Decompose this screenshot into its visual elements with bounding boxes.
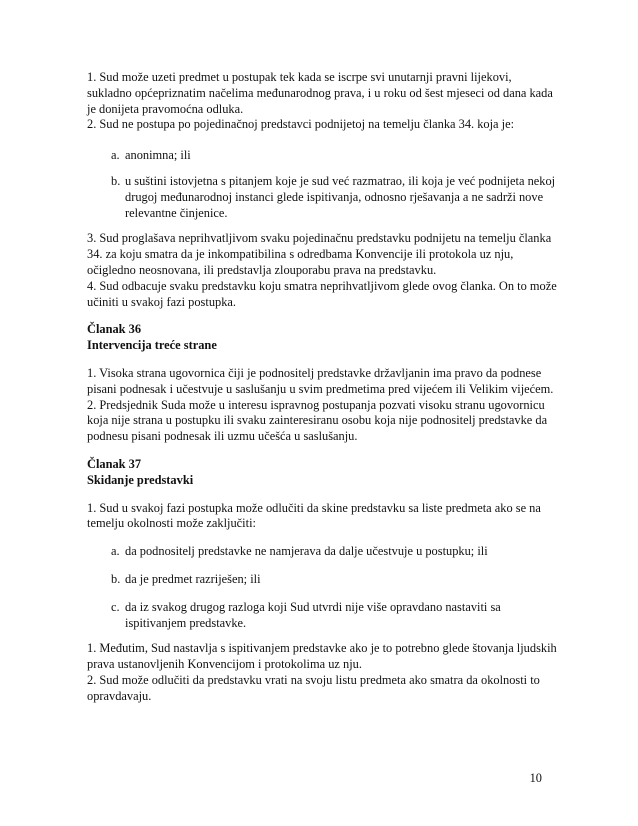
list-marker: b.: [111, 173, 121, 188]
list-marker: a.: [111, 148, 120, 163]
art35-list: [87, 148, 557, 221]
list-marker: c.: [111, 599, 120, 614]
art37-paragraph-2: 1. Međutim, Sud nastavlja s ispitivanjem predstavke ako je to potrebno glede štovanja ljudskih prava ustanovljenih Konvencijom i protokolima uz nju.: [87, 641, 557, 672]
art35-paragraph-4: 4. Sud odbacuje svaku predstavku koju smatra neprihvatljivom glede ovog članka. On to može učiniti u svakoj fazi postupka.: [87, 278, 557, 309]
list-item-text: da podnositelj predstavke ne namjerava da dalje učestvuje u postupku; ili: [125, 544, 488, 559]
art36-title: Članak 36: [87, 322, 142, 337]
list-item-text: u suštini istovjetna s pitanjem koje je sud već razmatrao, ili koja je već podnijeta nekoj drugoj međunarodnoj instanci glede ispitivanja, odnosno rješavanja a ne sadrži nove relevantne činjenice.: [125, 173, 556, 220]
list-marker: b.: [111, 571, 121, 586]
list-item: [87, 174, 557, 221]
list-item: [87, 600, 557, 632]
art36-paragraph-1: 1. Visoka strana ugovornica čiji je podnositelj predstavke državljanin ima pravo da podnese pisani podnesak i učestvuje u saslušanju u svim predmetima pred vijećem ili Velikim vijećem.: [87, 365, 554, 396]
list-item-text: da je predmet razriješen; ili: [125, 571, 261, 586]
list-item: [87, 148, 557, 164]
list-item-text: da iz svakog drugog razloga koji Sud utvrdi nije više opravdano nastaviti sa ispitivanjem predstavke.: [125, 599, 501, 630]
art36-paragraph-2: 2. Predsjednik Suda može u interesu ispravnog postupanja pozvati visoku stranu ugovornicu koja nije strana u postupku ili svaku zainteresiranu osobu koja nije podnositelj predstavke da podnesu pisani podnesak ili uzmu učešća u saslušanju.: [87, 397, 548, 444]
art37-list: [87, 544, 557, 631]
list-item-text: anonimna; ili: [125, 148, 191, 163]
art37-subtitle: Skidanje predstavki: [87, 472, 194, 487]
art37-paragraph-1: 1. Sud u svakoj fazi postupka može odlučiti da skine predstavku sa liste predmeta ako se na temelju okolnosti može zaključiti:: [87, 500, 541, 531]
list-item: [87, 572, 557, 588]
list-marker: a.: [111, 544, 120, 559]
art36-subtitle: Intervencija treće strane: [87, 338, 217, 353]
art37-paragraph-3: 2. Sud može odlučiti da predstavku vrati na svoju listu predmeta ako smatra da okolnosti to opravdavaju.: [87, 672, 540, 703]
document-page: [87, 70, 557, 705]
list-item: [87, 544, 557, 560]
art35-paragraph-3: 3. Sud proglašava neprihvatljivom svaku pojedinačnu predstavku podnijetu na temelju članka 34. za koju smatra da je inkompatibilina s odredbama Konvencije ili protokola uz nju, očigledno neosnovana, ili predstavlja zlouporabu prava na predstavku.: [87, 231, 552, 277]
art35-paragraph-1: 1. Sud može uzeti predmet u postupak tek kada se iscrpe svi unutarnji pravni lijekovi, sukladno općepriznatim načelima međunarodnog prava, i u roku od šest mjeseci od dana kada je donijeta pravomoćna odluka.: [87, 70, 553, 116]
page-number: 10: [529, 771, 542, 785]
art35-paragraph-2: 2. Sud ne postupa po pojedinačnoj predstavci podnijetoj na temelju članka 34. koja je:: [87, 117, 515, 132]
art37-title: Članak 37: [87, 456, 142, 471]
